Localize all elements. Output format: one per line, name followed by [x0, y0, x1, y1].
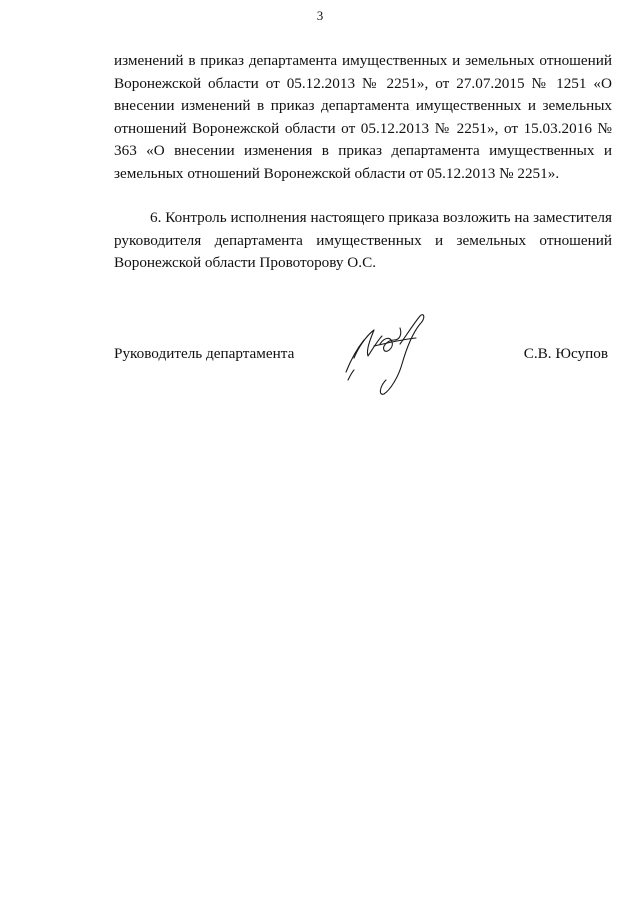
signatory-name: С.В. Юсупов [523, 345, 608, 362]
signature-block [114, 310, 612, 410]
page-number: 3 [316, 8, 324, 23]
paragraph-control-clause: 6. Контроль исполнения настоящего приказа возложить на заместителя руководителя департамента имущественных и земельных отношений Воронежской области Провоторову О.С. [114, 209, 612, 272]
handwritten-signature [340, 310, 430, 396]
signatory-position: Руководитель департамента [114, 345, 295, 362]
paragraph-orders-list: изменений в приказ департамента имущественных и земельных отношений Воронежской области от 05.12.2013 № 2251», от 27.07.2015 № 1251 «О внесении изменений в приказ департамента имущественных и земельных отношений Воронежской области от 05.12.2013 № 2251», от 15.03.2016 № 363 «О внесении изменения в приказ департамента имущественных и земельных отношений Воронежской области от 05.12.2013 № 2251». [114, 52, 612, 182]
